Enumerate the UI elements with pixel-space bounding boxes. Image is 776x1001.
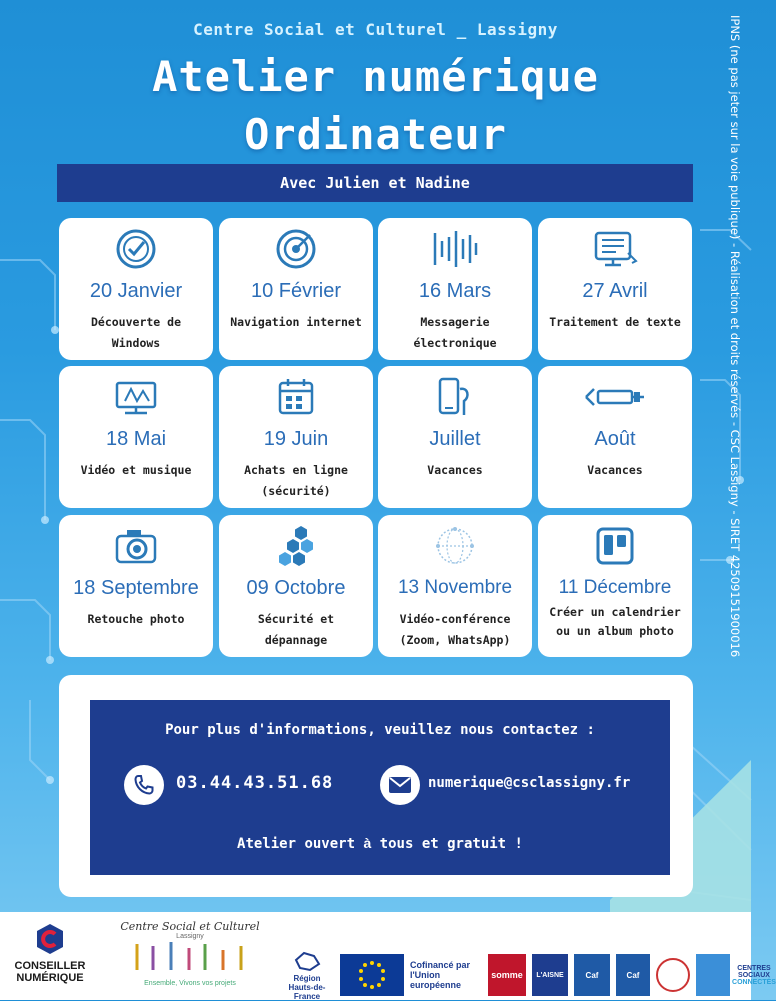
globe-network-icon	[430, 524, 480, 568]
contact-heading: Pour plus d'informations, veuillez nous contactez :	[165, 722, 595, 738]
trello-board-icon	[593, 524, 637, 568]
conseiller-numerique-icon	[35, 922, 65, 956]
region-line2: Hauts-de-France	[288, 982, 326, 1001]
session-card	[59, 515, 213, 657]
session-label: Découverte de Windows	[90, 315, 181, 350]
clock-check-icon	[114, 227, 158, 271]
conseiller-numerique-logo	[8, 922, 92, 984]
hexagon-network-icon	[271, 524, 321, 568]
session-card	[538, 218, 692, 360]
cofinance-line2: l'Union européenne	[410, 970, 462, 990]
phone-number[interactable]: 03.44.43.51.68	[176, 773, 334, 793]
session-card	[538, 366, 692, 508]
csc-logo-name: Centre Social et Culturel	[120, 920, 260, 933]
centres-line2: SOCIAUX	[738, 971, 770, 979]
csc-logo	[115, 920, 265, 987]
target-check-icon	[274, 227, 318, 271]
csc-logo-tagline: Ensemble, Vivons vos projets	[144, 980, 236, 987]
session-date: Juillet	[429, 428, 481, 450]
session-date: Août	[594, 428, 636, 450]
session-label: Achats en ligne (sécurité)	[244, 463, 348, 498]
session-date: 19 Juin	[263, 428, 329, 450]
calendar-icon	[274, 375, 318, 419]
france-bleu-logo	[696, 954, 730, 996]
conseiller-line1: CONSEILLER	[14, 960, 86, 972]
session-date: 27 Avril	[582, 280, 648, 302]
partner-logos	[280, 952, 776, 1001]
session-card	[538, 515, 692, 657]
session-card	[378, 218, 532, 360]
region-hdf-logo	[280, 954, 334, 1001]
document-screen-icon	[590, 227, 640, 271]
session-card	[219, 366, 373, 508]
people-figures-icon	[125, 940, 255, 974]
phone-icon	[124, 765, 164, 805]
csc-logo-city: Lassigny	[176, 933, 204, 940]
session-label: Retouche photo	[87, 612, 185, 626]
session-card	[59, 366, 213, 508]
session-label: Sécurité et dépannage	[257, 612, 335, 647]
session-label: Navigation internet	[230, 315, 362, 329]
session-date: 10 Février	[250, 280, 342, 302]
session-date: 13 Novembre	[397, 577, 513, 598]
session-date: 16 Mars	[418, 280, 492, 302]
centres-line1: CENTRES	[737, 964, 771, 972]
session-label: Vacances	[427, 463, 483, 477]
session-label: Traitement de texte	[549, 315, 681, 329]
caf-aisne-logo: Caf	[616, 954, 650, 996]
session-date: 18 Mai	[105, 428, 167, 450]
session-date: 09 Octobre	[246, 577, 346, 599]
page-title-line1: Atelier numérique	[152, 52, 599, 101]
session-card	[219, 218, 373, 360]
session-card	[378, 366, 532, 508]
session-date: 11 Décembre	[558, 577, 672, 598]
music-monitor-icon	[111, 375, 161, 419]
email-address[interactable]: numerique@csclassigny.fr	[428, 775, 631, 791]
region-line1: Région	[293, 973, 321, 983]
cofinance-text	[410, 954, 482, 996]
usb-cable-icon	[582, 375, 648, 419]
contact-footer	[90, 835, 670, 852]
session-label: Messagerie électronique	[413, 315, 497, 350]
camera-icon	[111, 524, 161, 568]
partner-footer	[0, 912, 776, 1001]
session-card	[378, 515, 532, 657]
region-map-icon	[292, 950, 322, 972]
contact-footer-a: à	[363, 835, 372, 851]
contact-box	[90, 700, 670, 875]
organization-name: Centre Social et Culturel _ Lassigny	[193, 20, 558, 39]
legal-side-text: IPNS (ne pas jeter sur la voie publique) - Réalisation et droits réservés - CSC Lassigny - SIRET 42509151900016	[728, 15, 742, 658]
eu-stars-icon	[352, 958, 392, 992]
contact-footer-pre: Atelier ouvert	[237, 836, 364, 852]
session-label: Vacances	[587, 463, 643, 477]
somme-logo: somme	[488, 954, 526, 996]
mail-icon	[380, 765, 420, 805]
session-date: 20 Janvier	[89, 280, 183, 302]
session-card	[59, 218, 213, 360]
aisne-logo: L'AISNE	[532, 954, 568, 996]
session-label: Vidéo et musique	[80, 463, 192, 477]
session-date: 18 Septembre	[73, 577, 199, 599]
centres-sociaux-connectes-logo	[732, 954, 776, 996]
page-title-line2: Ordinateur	[244, 110, 507, 159]
soundwave-icon	[430, 227, 480, 271]
session-label: Vidéo-conférence (Zoom, WhatsApp)	[399, 612, 511, 647]
session-card	[219, 515, 373, 657]
contact-footer-post: tous et gratuit !	[371, 836, 523, 852]
cofinance-line1: Cofinancé par	[410, 960, 471, 970]
conseiller-line2: NUMÉRIQUE	[16, 972, 84, 984]
centres-line3: CONNECTÉS	[732, 978, 776, 986]
eu-flag-logo	[340, 954, 404, 996]
caf-somme-logo: Caf	[574, 954, 610, 996]
presenters-banner: Avec Julien et Nadine	[57, 164, 693, 202]
phone-hand-icon	[430, 375, 480, 419]
session-label: Créer un calendrier ou un album photo	[549, 605, 681, 638]
round-partner-logo	[656, 958, 690, 992]
